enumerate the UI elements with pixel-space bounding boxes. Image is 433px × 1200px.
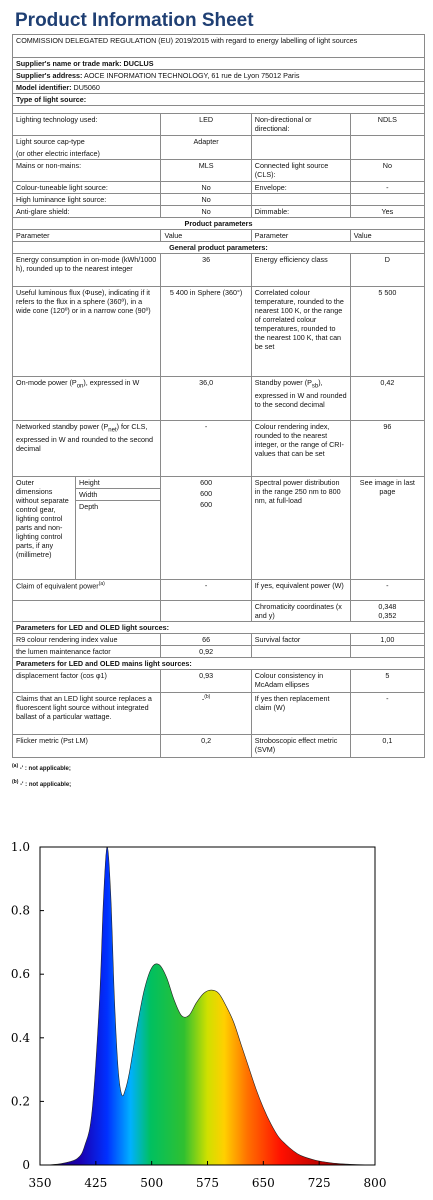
footnote-b-text: -' : not applicable; (20, 782, 72, 788)
claims-value (161, 693, 251, 735)
outer-dim-inner (13, 477, 160, 579)
flux-value: 5 400 in Sphere (360°) (161, 287, 251, 377)
x-tick-label: 800 (363, 1176, 387, 1190)
cct-value: 5 500 (350, 287, 424, 377)
equiv-yes-value: - (350, 580, 424, 601)
networked-label-b: ) for CLS, expressed in W and rounded to the second decimal (16, 422, 154, 453)
standby-label (251, 377, 350, 421)
onmode-sub: on (76, 383, 84, 390)
empty-cell (350, 194, 424, 206)
x-tick-label: 650 (251, 1176, 275, 1190)
nondirectional-value: NDLS (350, 114, 424, 136)
onmode-label-a: On-mode power (P (16, 378, 77, 387)
empty-cell (13, 601, 161, 622)
x-tick-label: 575 (196, 1176, 219, 1190)
spacer-row (13, 106, 425, 114)
eff-class-value: D (350, 254, 424, 287)
model-label: Model identifier: (16, 83, 72, 92)
replace-value: - (350, 693, 424, 735)
empty-cell (251, 136, 350, 160)
cri-value: 96 (350, 421, 424, 477)
page-title: Product Information Sheet (15, 10, 254, 31)
lighting-tech-value: LED (161, 114, 251, 136)
cap-type-label (13, 136, 161, 160)
depth-value: 600 (200, 500, 213, 509)
equiv-yes-label: If yes, equivalent power (W) (251, 580, 350, 601)
empty-cell (251, 194, 350, 206)
footnote-b (12, 777, 425, 790)
cap-type-value: Adapter (161, 136, 251, 160)
eff-class-label: Energy efficiency class (251, 254, 350, 287)
dim-values (161, 477, 251, 580)
networked-value: - (161, 421, 251, 477)
spd-label: Spectral power distribution in the range 250 nm to 800 nm, at full-load (251, 477, 350, 580)
x-tick-label: 350 (28, 1176, 52, 1190)
footnote-a (12, 761, 425, 774)
consistency-label: Colour consistency in McAdam ellipses (251, 670, 350, 693)
lighting-tech-label: Lighting technology used: (13, 114, 161, 136)
y-axis (11, 840, 44, 1172)
supplier-address (13, 70, 425, 82)
pis-table (12, 34, 425, 758)
empty-cell (350, 136, 424, 160)
mains-value: MLS (161, 160, 251, 182)
connected-label: Connected light source (CLS): (251, 160, 350, 182)
chroma-x: 0,348 (378, 602, 397, 611)
dimmable-label: Dimmable: (251, 206, 350, 218)
col-value-1: Value (161, 230, 251, 242)
disp-value: 0,93 (161, 670, 251, 693)
spectrum-area (47, 847, 375, 1165)
onmode-value: 36,0 (161, 377, 251, 421)
product-params-header: Product parameters (13, 218, 425, 230)
y-tick-label: 1.0 (10, 840, 30, 854)
regulation-text: COMMISSION DELEGATED REGULATION (EU) 2019/2015 with regard to energy labelling of light sources (13, 35, 425, 58)
anti-glare-value: No (161, 206, 251, 218)
cct-label: Correlated colour temperature, rounded to the nearest 100 K, or the range of correlated colour temperatures, rounded to the nearest 100 K, that can be set (251, 287, 350, 377)
x-tick-label: 500 (140, 1176, 164, 1190)
supplier-address-label: Supplier's address: (16, 71, 83, 80)
survival-label: Survival factor (251, 634, 350, 646)
colour-tuneable-label: Colour-tuneable light source: (13, 182, 161, 194)
spectral-power-chart (0, 830, 433, 1200)
width-value: 600 (200, 489, 213, 498)
flux-label: Useful luminous flux (Φuse), indicating if it refers to the flux in a sphere (360º), in a wide cone (120º) or in a narrow cone (90º) (13, 287, 161, 377)
empty-cell (350, 646, 424, 658)
anti-glare-label: Anti-glare shield: (13, 206, 161, 218)
width-label: Width (76, 489, 160, 501)
mains-header: Parameters for LED and OLED mains light sources: (13, 658, 425, 670)
stroboscopic-label: Stroboscopic effect metric (SVM) (251, 735, 350, 758)
empty-cell (161, 601, 251, 622)
disp-label: displacement factor (cos φ1) (13, 670, 161, 693)
cap-type-label-2: (or other electric interface) (16, 149, 100, 158)
col-value-2: Value (350, 230, 424, 242)
flicker-value: 0,2 (161, 735, 251, 758)
outer-dim-label: Outer dimensions without separate control gear, lighting control parts and non-lighting control parts, if any (millimetre) (13, 477, 76, 579)
r9-value: 66 (161, 634, 251, 646)
type-header: Type of light source: (13, 94, 425, 106)
claims-sup: (b) (204, 694, 211, 700)
high-lum-value: No (161, 194, 251, 206)
networked-label-a: Networked standby power (P (16, 422, 109, 431)
equiv-label (13, 580, 161, 601)
nondirectional-label: Non-directional or directional: (251, 114, 350, 136)
model-value: DU5060 (71, 83, 100, 92)
y-tick-label: 0 (22, 1158, 30, 1172)
y-tick-label: 0.4 (10, 1030, 30, 1045)
depth-label: Depth (79, 502, 99, 511)
supplier-name: Supplier's name or trade mark: DUCLUS (13, 58, 425, 70)
general-header: General product parameters: (13, 242, 425, 254)
spd-value: See image in last page (350, 477, 424, 580)
energy-value: 36 (161, 254, 251, 287)
outer-dim-cell (13, 477, 161, 580)
led-header: Parameters for LED and OLED light sources: (13, 622, 425, 634)
networked-sub: net (108, 427, 117, 434)
standby-label-a: Standby power (P (254, 378, 312, 387)
onmode-label (13, 377, 161, 421)
col-parameter-2: Parameter (251, 230, 350, 242)
dimmable-value: Yes (350, 206, 424, 218)
replace-label: If yes then replacement claim (W) (251, 693, 350, 735)
dim-labels (76, 477, 160, 579)
networked-label (13, 421, 161, 477)
footnote-a-mark: (a) (12, 763, 19, 769)
standby-sub: sb (311, 383, 319, 390)
y-tick-label: 0.8 (10, 903, 30, 918)
equiv-sup: (a) (98, 581, 105, 587)
lumen-maint-value: 0,92 (161, 646, 251, 658)
chroma-y: 0,352 (378, 611, 397, 620)
colour-tuneable-value: No (161, 182, 251, 194)
claims-value-text: - (201, 694, 205, 704)
y-tick-label: 0.2 (10, 1094, 30, 1109)
model-identifier (13, 82, 425, 94)
empty-cell (251, 646, 350, 658)
consistency-value: 5 (350, 670, 424, 693)
footnote-b-mark: (b) (12, 779, 19, 785)
chroma-values (350, 601, 424, 622)
claims-label: Claims that an LED light source replaces a fluorescent light source without integrated ballast of a particular wattage. (13, 693, 161, 735)
equiv-value: - (161, 580, 251, 601)
x-tick-label: 425 (84, 1176, 108, 1190)
y-tick-label: 0.6 (10, 967, 30, 982)
equiv-label-text: Claim of equivalent power (16, 581, 99, 591)
survival-value: 1,00 (350, 634, 424, 646)
x-tick-label: 725 (307, 1176, 331, 1190)
onmode-label-b: ), expressed in W (83, 378, 140, 387)
col-parameter-1: Parameter (13, 230, 161, 242)
r9-label: R9 colour rendering index value (13, 634, 161, 646)
chroma-label: Chromaticity coordinates (x and y) (251, 601, 350, 622)
footnote-a-text: -' : not applicable; (19, 766, 71, 772)
envelope-label: Envelope: (251, 182, 350, 194)
standby-value: 0,42 (350, 377, 424, 421)
connected-value: No (350, 160, 424, 182)
lumen-maint-label: the lumen maintenance factor (13, 646, 161, 658)
plot-area (40, 847, 375, 1165)
mains-label: Mains or non-mains: (13, 160, 161, 182)
cri-label: Colour rendering index, rounded to the nearest integer, or the range of CRI-values that can be set (251, 421, 350, 477)
standby-label-b: ), expressed in W and rounded to the second decimal (254, 378, 347, 409)
energy-label: Energy consumption in on-mode (kWh/1000 h), rounded up to the nearest integer (13, 254, 161, 287)
high-lum-label: High luminance light source: (13, 194, 161, 206)
envelope-value: - (350, 182, 424, 194)
supplier-address-value: AOCE INFORMATION TECHNOLOGY, 61 rue de Lyon 75012 Paris (82, 71, 300, 80)
product-information-sheet (12, 6, 425, 790)
height-label: Height (76, 477, 160, 489)
cap-type-label-1: Light source cap-type (16, 137, 85, 146)
height-value: 600 (200, 478, 213, 487)
stroboscopic-value: 0,1 (350, 735, 424, 758)
flicker-label: Flicker metric (Pst LM) (13, 735, 161, 758)
